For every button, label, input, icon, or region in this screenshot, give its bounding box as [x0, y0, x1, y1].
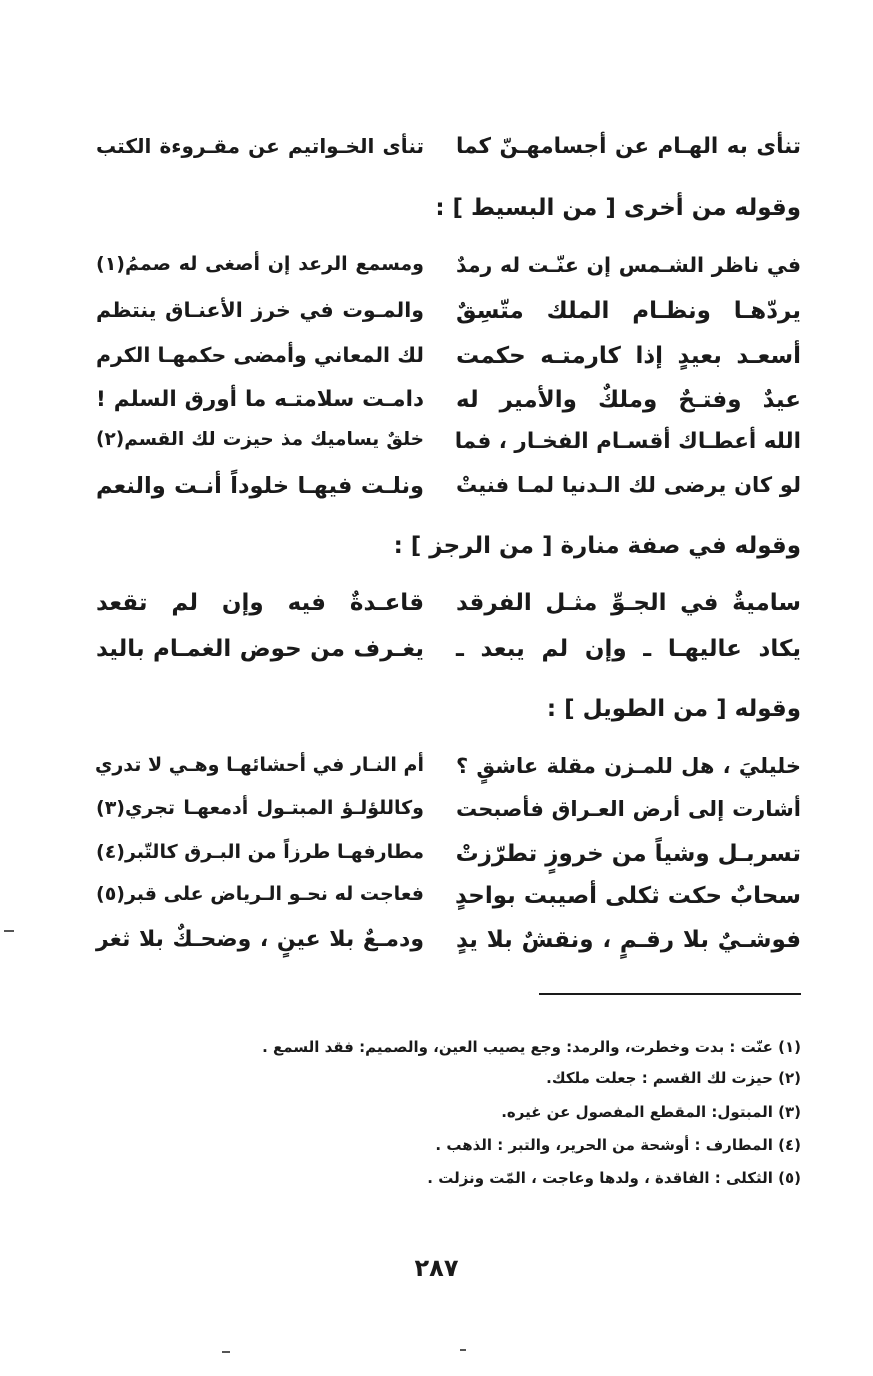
verse-first-hemistich: عيدٌ وفتـحٌ وملكٌ والأمير له — [456, 387, 801, 413]
verse-first-hemistich: في ناظر الشـمس إن عنّـت له رمدٌ — [456, 253, 801, 277]
verse-second-hemistich: قاعـدةٌ فيه وإن لم تقعد — [96, 590, 424, 616]
poem-intro: وقوله [ من الطويل ] : — [546, 696, 801, 722]
scan-mark — [460, 1349, 466, 1351]
scan-mark — [222, 1351, 230, 1353]
verse-second-hemistich: ونلـت فيهـا خلوداً أنـت والنعم — [96, 473, 424, 499]
verse-first-hemistich: تسربـل وشياً من خروزٍ تطرّزتْ — [455, 841, 801, 867]
verse-second-hemistich: وكاللؤلـؤ المبتـول أدمعهـا تجري(٣) — [96, 797, 424, 819]
footnote: (١) عنّت : بدت وخطرت، والرمد: وجع يصيب العين، والصميم: فقد السمع . — [262, 1038, 801, 1056]
verse-first-hemistich: ساميةٌ في الجـوِّ مثـل الفرقد — [456, 590, 801, 616]
verse-first-hemistich: لو كان يرضى لك الـدنيا لمـا فنيتْ — [456, 473, 801, 497]
footnote: (٥) الثكلى : الفاقدة ، ولدها وعاجت ، المّت ونزلت . — [427, 1169, 801, 1187]
verse-first-hemistich: فوشـيٌ بلا رقـمٍ ، ونقشٌ بلا يدٍ — [456, 927, 801, 953]
verse-second-hemistich: يغـرف من حوض الغمـام باليد — [96, 636, 424, 662]
scan-mark — [4, 930, 14, 932]
footnote-divider — [539, 993, 801, 995]
verse-second-hemistich: خلقٌ يساميك مذ حيزت لك القسم(٢) — [96, 429, 424, 450]
verse-first-hemistich: يردّهـا ونظـام الملك متّسِقٌ — [456, 298, 801, 324]
page-number: ٢٨٧ — [414, 1254, 459, 1282]
verse-second-hemistich: دامـت سلامتـه ما أورق السلم ! — [96, 387, 424, 412]
verse-first-hemistich: سحابٌ حكت ثكلى أصيبت بواحدٍ — [455, 883, 801, 909]
verse-second-hemistich: ومسمع الرعد إن أصغى له صممُ(١) — [96, 253, 424, 275]
verse-first-hemistich: تنأى به الهـام عن أجسامهـنّ كما — [456, 134, 801, 159]
verse-second-hemistich: أم النـار في أحشائهـا وهـي لا تدري — [94, 754, 424, 776]
footnote: (٢) حيزت لك القسم : جعلت ملكك. — [546, 1069, 801, 1087]
verse-second-hemistich: ودمـعٌ بلا عينٍ ، وضحـكٌ بلا ثغر — [96, 927, 424, 952]
verse-second-hemistich: تنأى الخـواتيم عن مقـروءة الكتب — [96, 134, 424, 158]
verse-first-hemistich: الله أعطـاك أقسـام الفخـار ، فما — [454, 429, 801, 454]
verse-second-hemistich: والمـوت في خرز الأعنـاق ينتظم — [96, 298, 424, 322]
footnote: (٤) المطارف : أوشحة من الحرير، والتبر : الذهب . — [435, 1136, 801, 1154]
poem-intro: وقوله من أخرى [ من البسيط ] : — [435, 195, 801, 221]
verse-first-hemistich: خليليَ ، هل للمـزن مقلة عاشقٍ ؟ — [456, 754, 801, 778]
verse-first-hemistich: أسعـد بعيدٍ إذا كارمتـه حكمت — [456, 343, 801, 369]
verse-second-hemistich: مطارفهـا طرزاً من البـرق كالتّبر(٤) — [96, 841, 424, 863]
footnote: (٣) المبتول: المقطع المفصول عن غيره. — [501, 1103, 801, 1121]
verse-first-hemistich: أشارت إلى أرض العـراق فأصبحت — [456, 797, 801, 821]
poem-intro: وقوله في صفة منارة [ من الرجز ] : — [393, 533, 801, 559]
verse-first-hemistich: يكاد عاليهـا ـ وإن لم يبعد ـ — [456, 636, 801, 662]
verse-second-hemistich: فعاجت له نحـو الـرياض على قبر(٥) — [96, 883, 424, 905]
verse-second-hemistich: لك المعاني وأمضى حكمهـا الكرم — [95, 343, 424, 367]
